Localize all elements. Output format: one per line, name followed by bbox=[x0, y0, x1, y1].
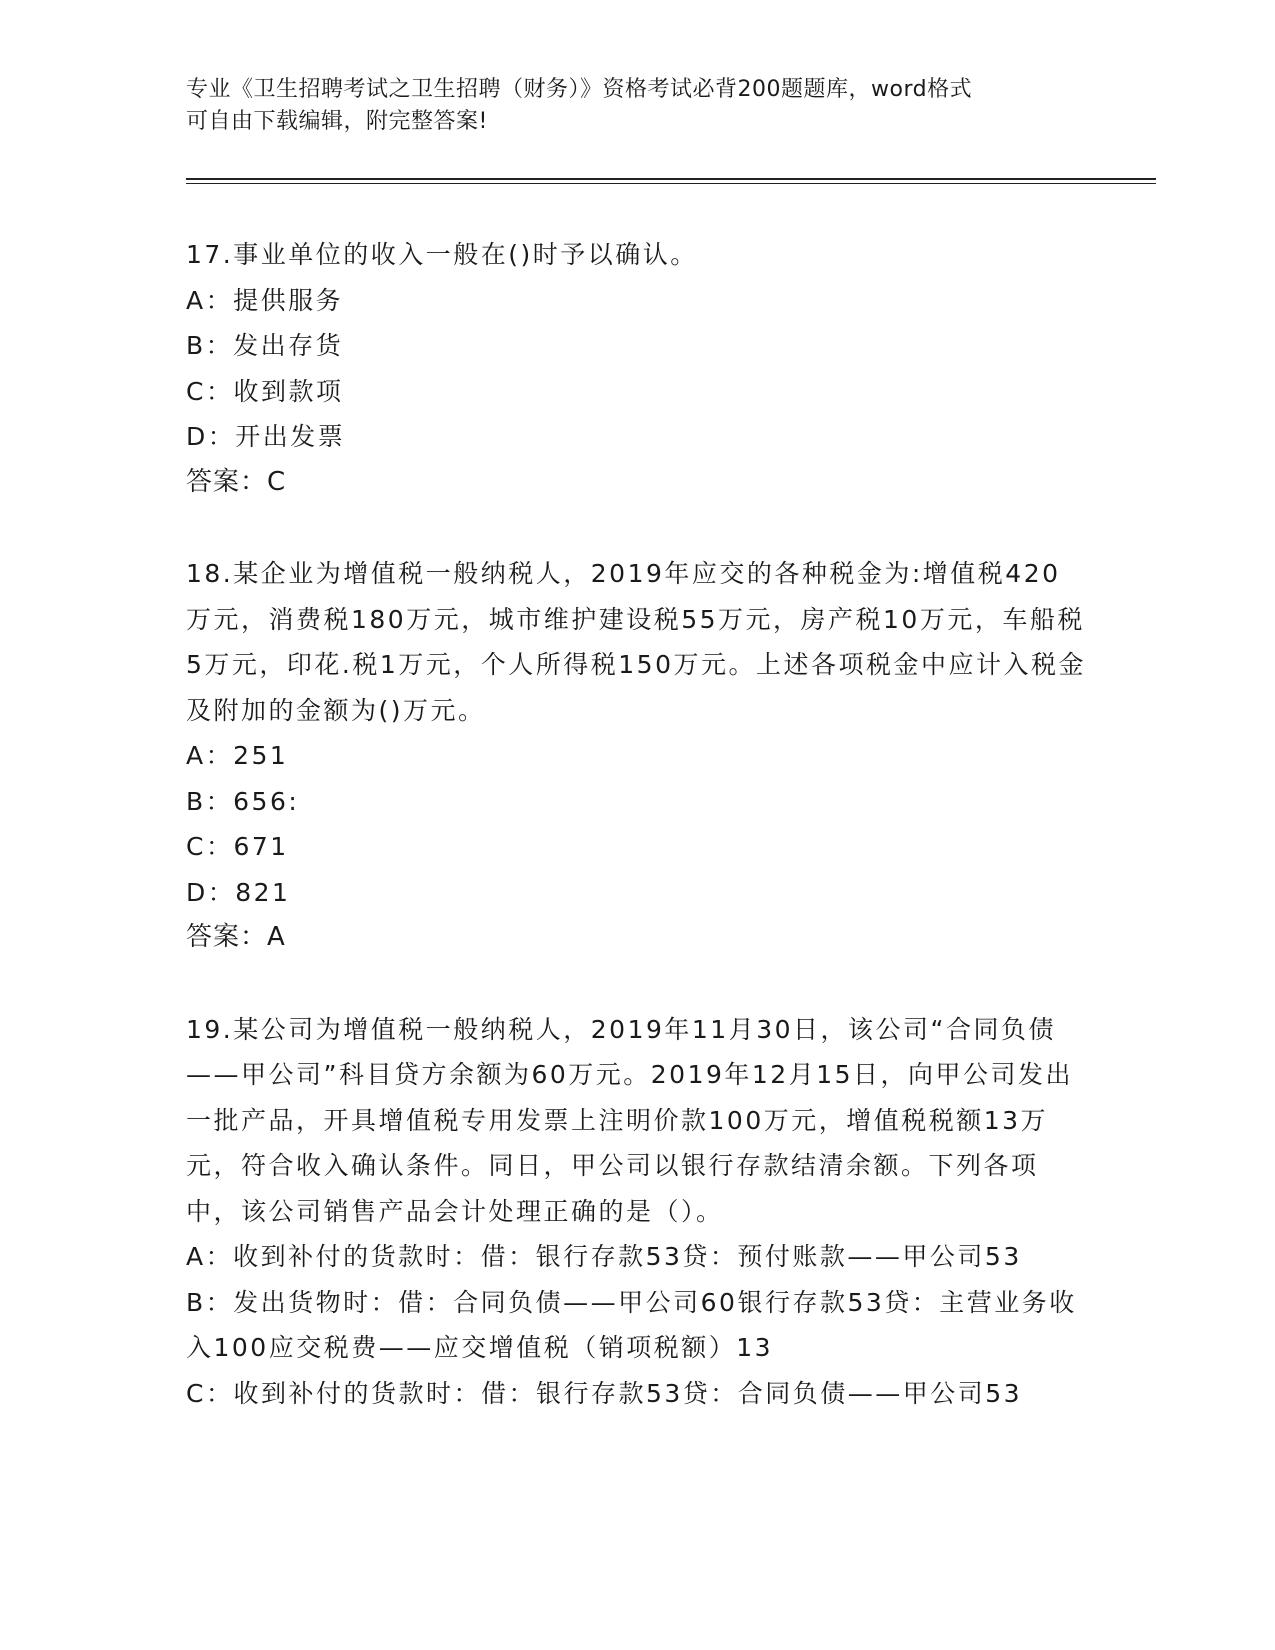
header-rule-thick bbox=[186, 178, 1156, 180]
option-c: C：收到款项 bbox=[186, 376, 344, 406]
question-stem: 19.某公司为增值税一般纳税人，2019年11月30日，该公司“合同负债——甲公司”科目贷方余额为60万元。2019年12月15日，向甲公司发出一批产品，开具增值税专用发票上注明价款100万元，增值税税额13万元，符合收入确认条件。同日，甲公司以银行存款结清余额。下列各项中，该公司销售产品会计处理正确的是（）。 bbox=[186, 1014, 1074, 1226]
header-line-1: 专业《卫生招聘考试之卫生招聘（财务）》资格考试必背200题题库，word格式 bbox=[186, 77, 973, 102]
option-c: C：收到补付的货款时：借：银行存款53贷：合同负债——甲公司53 bbox=[186, 1378, 1023, 1408]
option-b: B：发出存货 bbox=[186, 331, 344, 360]
answer: 答案：C bbox=[186, 466, 287, 497]
question-list bbox=[186, 232, 1086, 1462]
option-b: B：发出货物时：借：合同负债——甲公司60银行存款53贷：主营业务收入100应交税费——应交增值税（销项税额）13 bbox=[186, 1287, 1077, 1362]
header-rule-thin bbox=[186, 183, 1156, 184]
document-header bbox=[186, 74, 1066, 138]
question-18 bbox=[186, 551, 1086, 961]
question-stem: 18.某企业为增值税一般纳税人，2019年应交的各种税金为:增值税420万元，消费税180万元，城市维护建设税55万元，房产税10万元，车船税5万元，印花.税1万元，个人所得税150万元。上述各项税金中应计入税金及附加的金额为()万元。 bbox=[186, 559, 1086, 725]
header-line-2: 可自由下载编辑，附完整答案! bbox=[186, 109, 488, 134]
question-17 bbox=[186, 232, 1086, 505]
option-b: B：656: bbox=[186, 786, 300, 816]
question-stem: 17.事业单位的收入一般在()时予以确认。 bbox=[186, 240, 698, 269]
option-c: C：671 bbox=[186, 832, 289, 861]
option-a: A：251 bbox=[186, 741, 289, 770]
answer: 答案：A bbox=[186, 922, 286, 952]
option-a: A：提供服务 bbox=[186, 285, 344, 315]
option-d: D：开出发票 bbox=[186, 422, 346, 451]
option-a: A：收到补付的货款时：借：银行存款53贷：预付账款——甲公司53 bbox=[186, 1242, 1022, 1271]
question-19 bbox=[186, 1007, 1086, 1417]
option-d: D：821 bbox=[186, 877, 291, 907]
